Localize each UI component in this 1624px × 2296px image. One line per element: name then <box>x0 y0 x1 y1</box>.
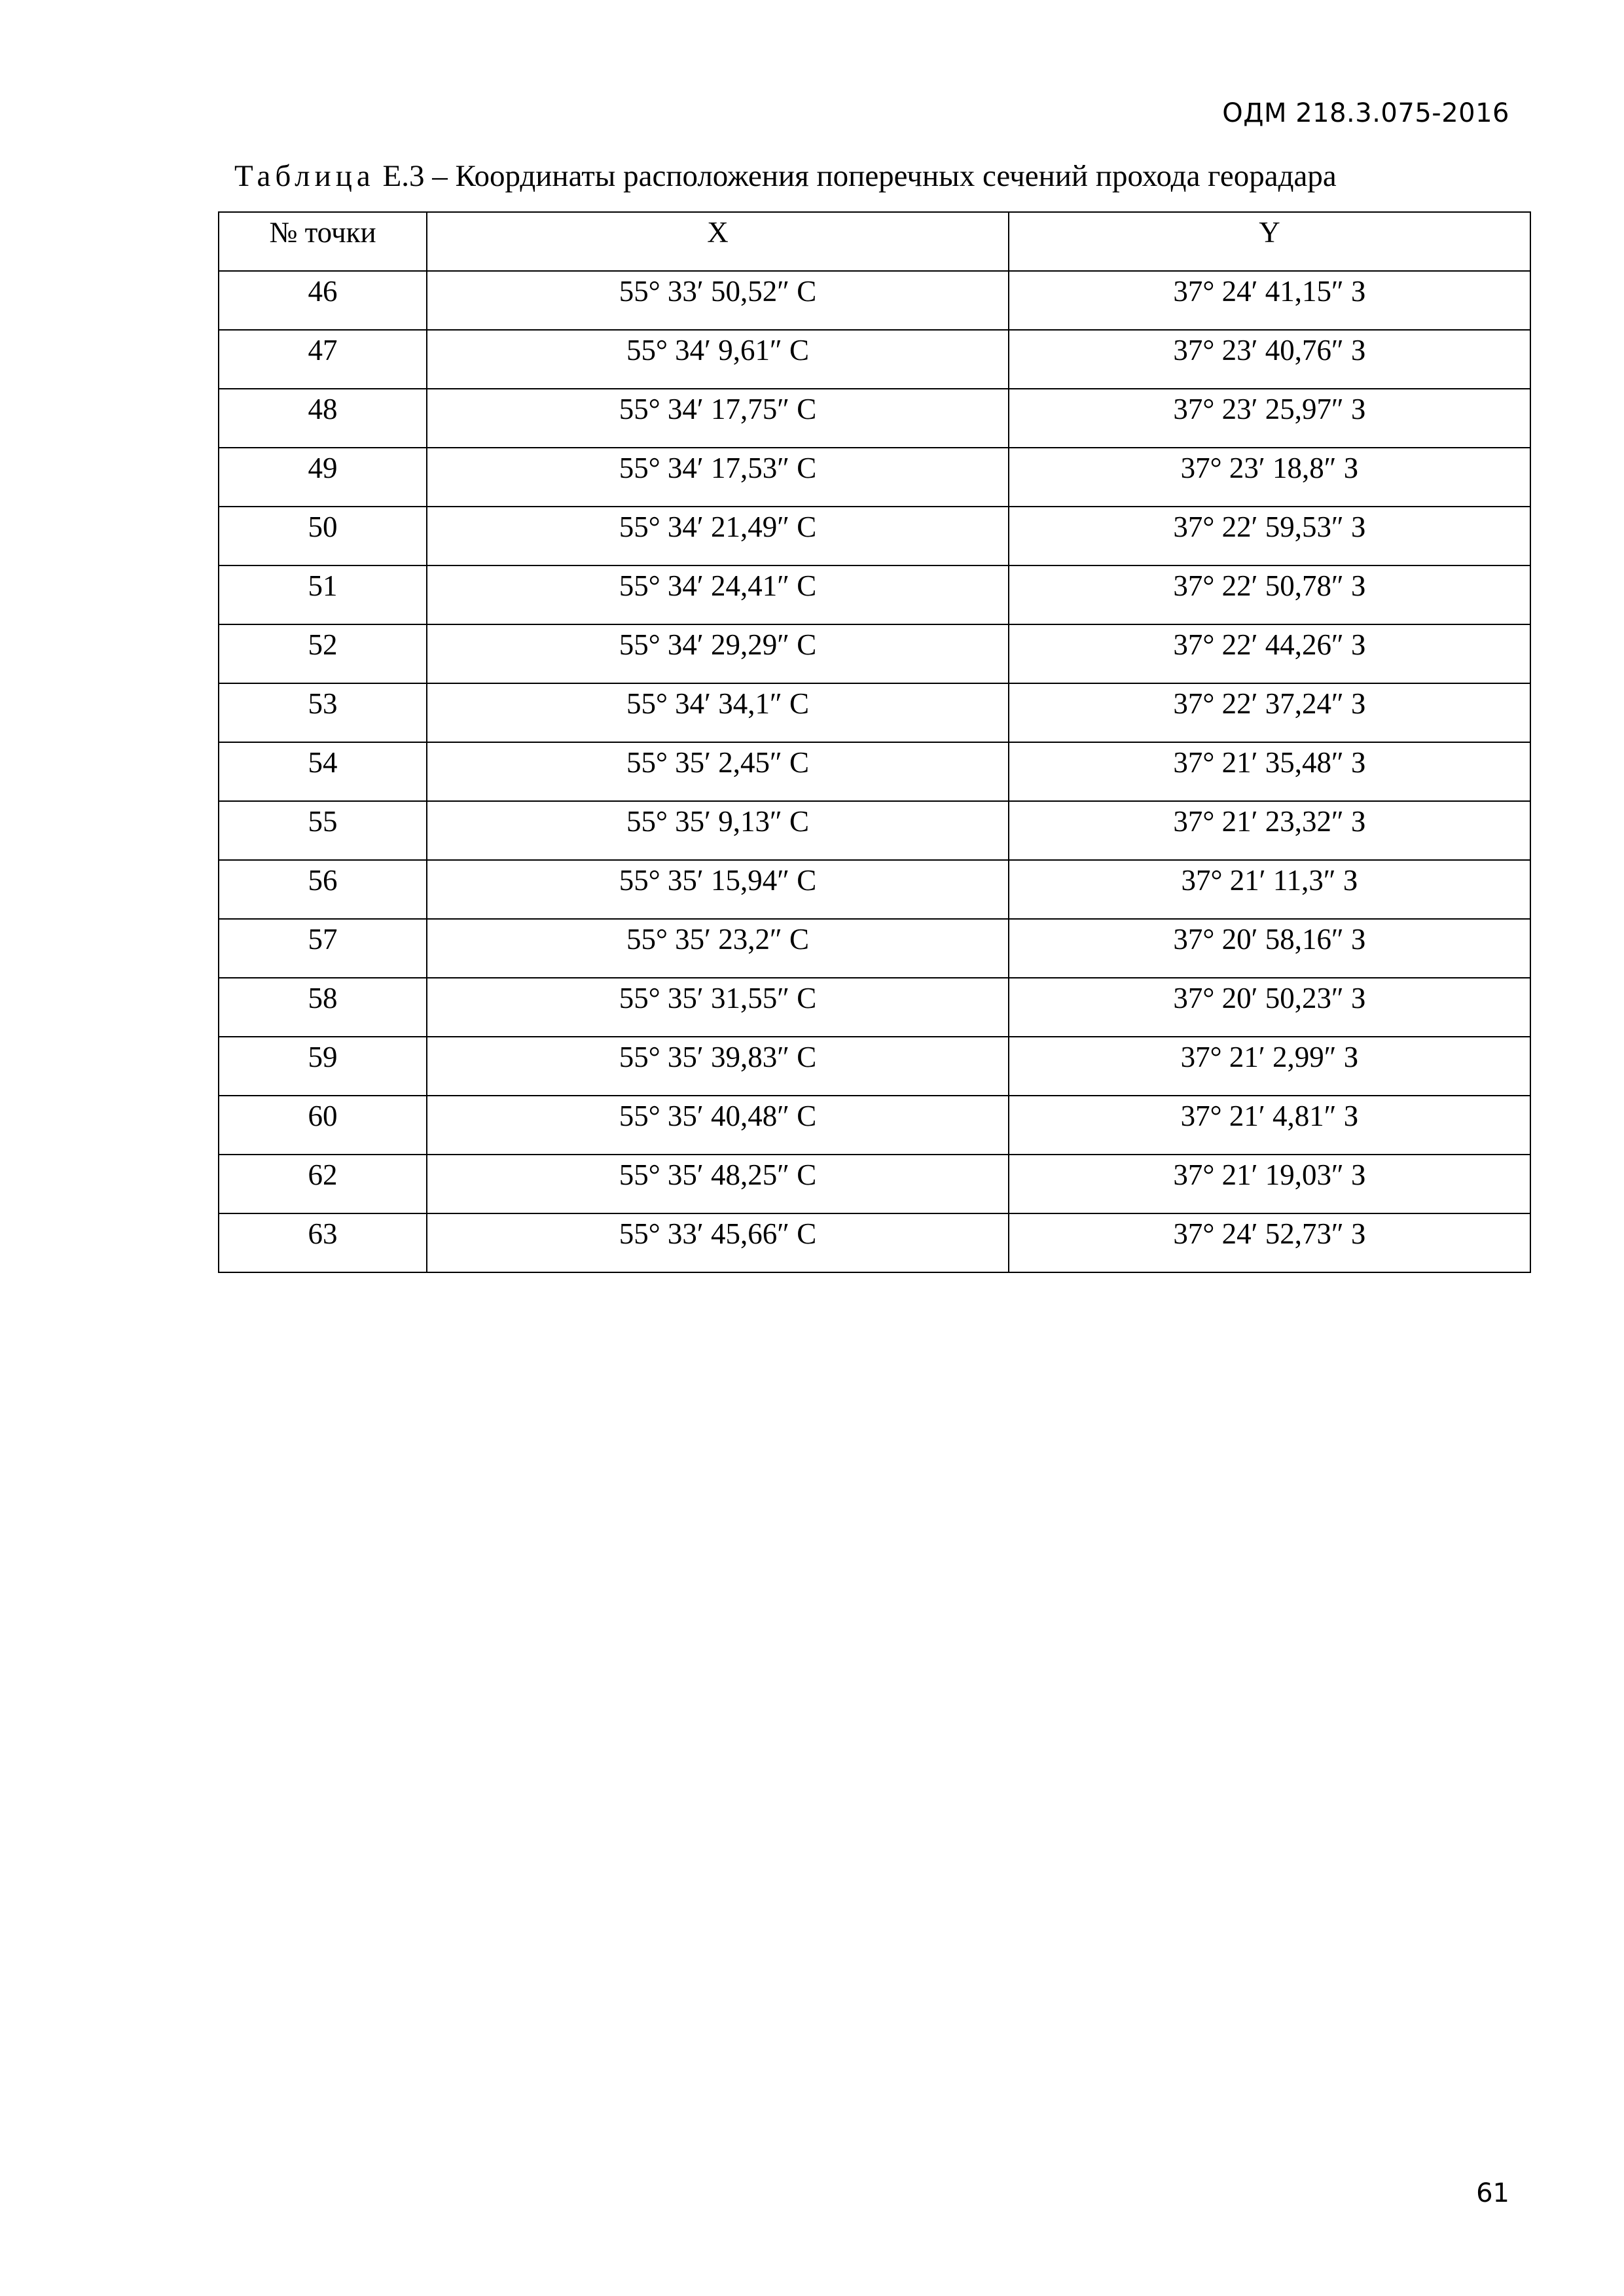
point-number: 49 <box>219 448 427 507</box>
table-caption-text: Е.3 – Координаты расположения поперечных сечений прохода георадара <box>382 159 1337 193</box>
x-coordinate: 55° 34′ 9,61″ С <box>427 330 1009 389</box>
table-row <box>219 448 1530 507</box>
coordinates-table <box>218 211 1531 1273</box>
table-row <box>219 742 1530 801</box>
y-coordinate: 37° 24′ 41,15″ З <box>1009 271 1530 330</box>
x-coordinate: 55° 34′ 17,75″ С <box>427 389 1009 448</box>
x-coordinate: 55° 35′ 2,45″ С <box>427 742 1009 801</box>
table-caption <box>234 158 1337 194</box>
table-header-row <box>219 212 1530 271</box>
x-coordinate: 55° 35′ 23,2″ С <box>427 919 1009 978</box>
column-header-point: № точки <box>219 212 427 271</box>
x-coordinate: 55° 34′ 24,41″ С <box>427 565 1009 624</box>
table-row <box>219 860 1530 919</box>
point-number: 47 <box>219 330 427 389</box>
table-caption-label: Таблица <box>234 159 375 193</box>
table-row <box>219 389 1530 448</box>
x-coordinate: 55° 35′ 48,25″ С <box>427 1155 1009 1213</box>
y-coordinate: 37° 24′ 52,73″ З <box>1009 1213 1530 1272</box>
point-number: 60 <box>219 1096 427 1155</box>
x-coordinate: 55° 35′ 39,83″ С <box>427 1037 1009 1096</box>
point-number: 54 <box>219 742 427 801</box>
point-number: 51 <box>219 565 427 624</box>
table-row <box>219 1037 1530 1096</box>
y-coordinate: 37° 23′ 25,97″ З <box>1009 389 1530 448</box>
table-row <box>219 1155 1530 1213</box>
y-coordinate: 37° 22′ 37,24″ З <box>1009 683 1530 742</box>
table-row <box>219 683 1530 742</box>
x-coordinate: 55° 33′ 45,66″ С <box>427 1213 1009 1272</box>
y-coordinate: 37° 20′ 58,16″ З <box>1009 919 1530 978</box>
y-coordinate: 37° 22′ 44,26″ З <box>1009 624 1530 683</box>
x-coordinate: 55° 35′ 31,55″ С <box>427 978 1009 1037</box>
y-coordinate: 37° 21′ 23,32″ З <box>1009 801 1530 860</box>
table-row <box>219 978 1530 1037</box>
table-row <box>219 330 1530 389</box>
x-coordinate: 55° 34′ 34,1″ С <box>427 683 1009 742</box>
point-number: 59 <box>219 1037 427 1096</box>
table-row <box>219 801 1530 860</box>
table-row <box>219 507 1530 565</box>
point-number: 55 <box>219 801 427 860</box>
point-number: 57 <box>219 919 427 978</box>
point-number: 62 <box>219 1155 427 1213</box>
point-number: 50 <box>219 507 427 565</box>
page-number: 61 <box>1476 2178 1509 2208</box>
point-number: 63 <box>219 1213 427 1272</box>
point-number: 53 <box>219 683 427 742</box>
point-number: 52 <box>219 624 427 683</box>
y-coordinate: 37° 21′ 35,48″ З <box>1009 742 1530 801</box>
table-row <box>219 624 1530 683</box>
y-coordinate: 37° 22′ 59,53″ З <box>1009 507 1530 565</box>
y-coordinate: 37° 21′ 2,99″ З <box>1009 1037 1530 1096</box>
x-coordinate: 55° 34′ 29,29″ С <box>427 624 1009 683</box>
x-coordinate: 55° 35′ 9,13″ С <box>427 801 1009 860</box>
x-coordinate: 55° 35′ 40,48″ С <box>427 1096 1009 1155</box>
table-row <box>219 919 1530 978</box>
point-number: 46 <box>219 271 427 330</box>
point-number: 56 <box>219 860 427 919</box>
column-header-y: Y <box>1009 212 1530 271</box>
table-row <box>219 1213 1530 1272</box>
y-coordinate: 37° 22′ 50,78″ З <box>1009 565 1530 624</box>
y-coordinate: 37° 21′ 19,03″ З <box>1009 1155 1530 1213</box>
x-coordinate: 55° 34′ 21,49″ С <box>427 507 1009 565</box>
column-header-x: X <box>427 212 1009 271</box>
table-row <box>219 271 1530 330</box>
x-coordinate: 55° 35′ 15,94″ С <box>427 860 1009 919</box>
y-coordinate: 37° 23′ 40,76″ З <box>1009 330 1530 389</box>
y-coordinate: 37° 21′ 4,81″ З <box>1009 1096 1530 1155</box>
x-coordinate: 55° 33′ 50,52″ С <box>427 271 1009 330</box>
point-number: 58 <box>219 978 427 1037</box>
document-code: ОДМ 218.3.075-2016 <box>1222 98 1509 128</box>
table-row <box>219 565 1530 624</box>
x-coordinate: 55° 34′ 17,53″ С <box>427 448 1009 507</box>
table-row <box>219 1096 1530 1155</box>
y-coordinate: 37° 23′ 18,8″ З <box>1009 448 1530 507</box>
y-coordinate: 37° 20′ 50,23″ З <box>1009 978 1530 1037</box>
y-coordinate: 37° 21′ 11,3″ З <box>1009 860 1530 919</box>
point-number: 48 <box>219 389 427 448</box>
